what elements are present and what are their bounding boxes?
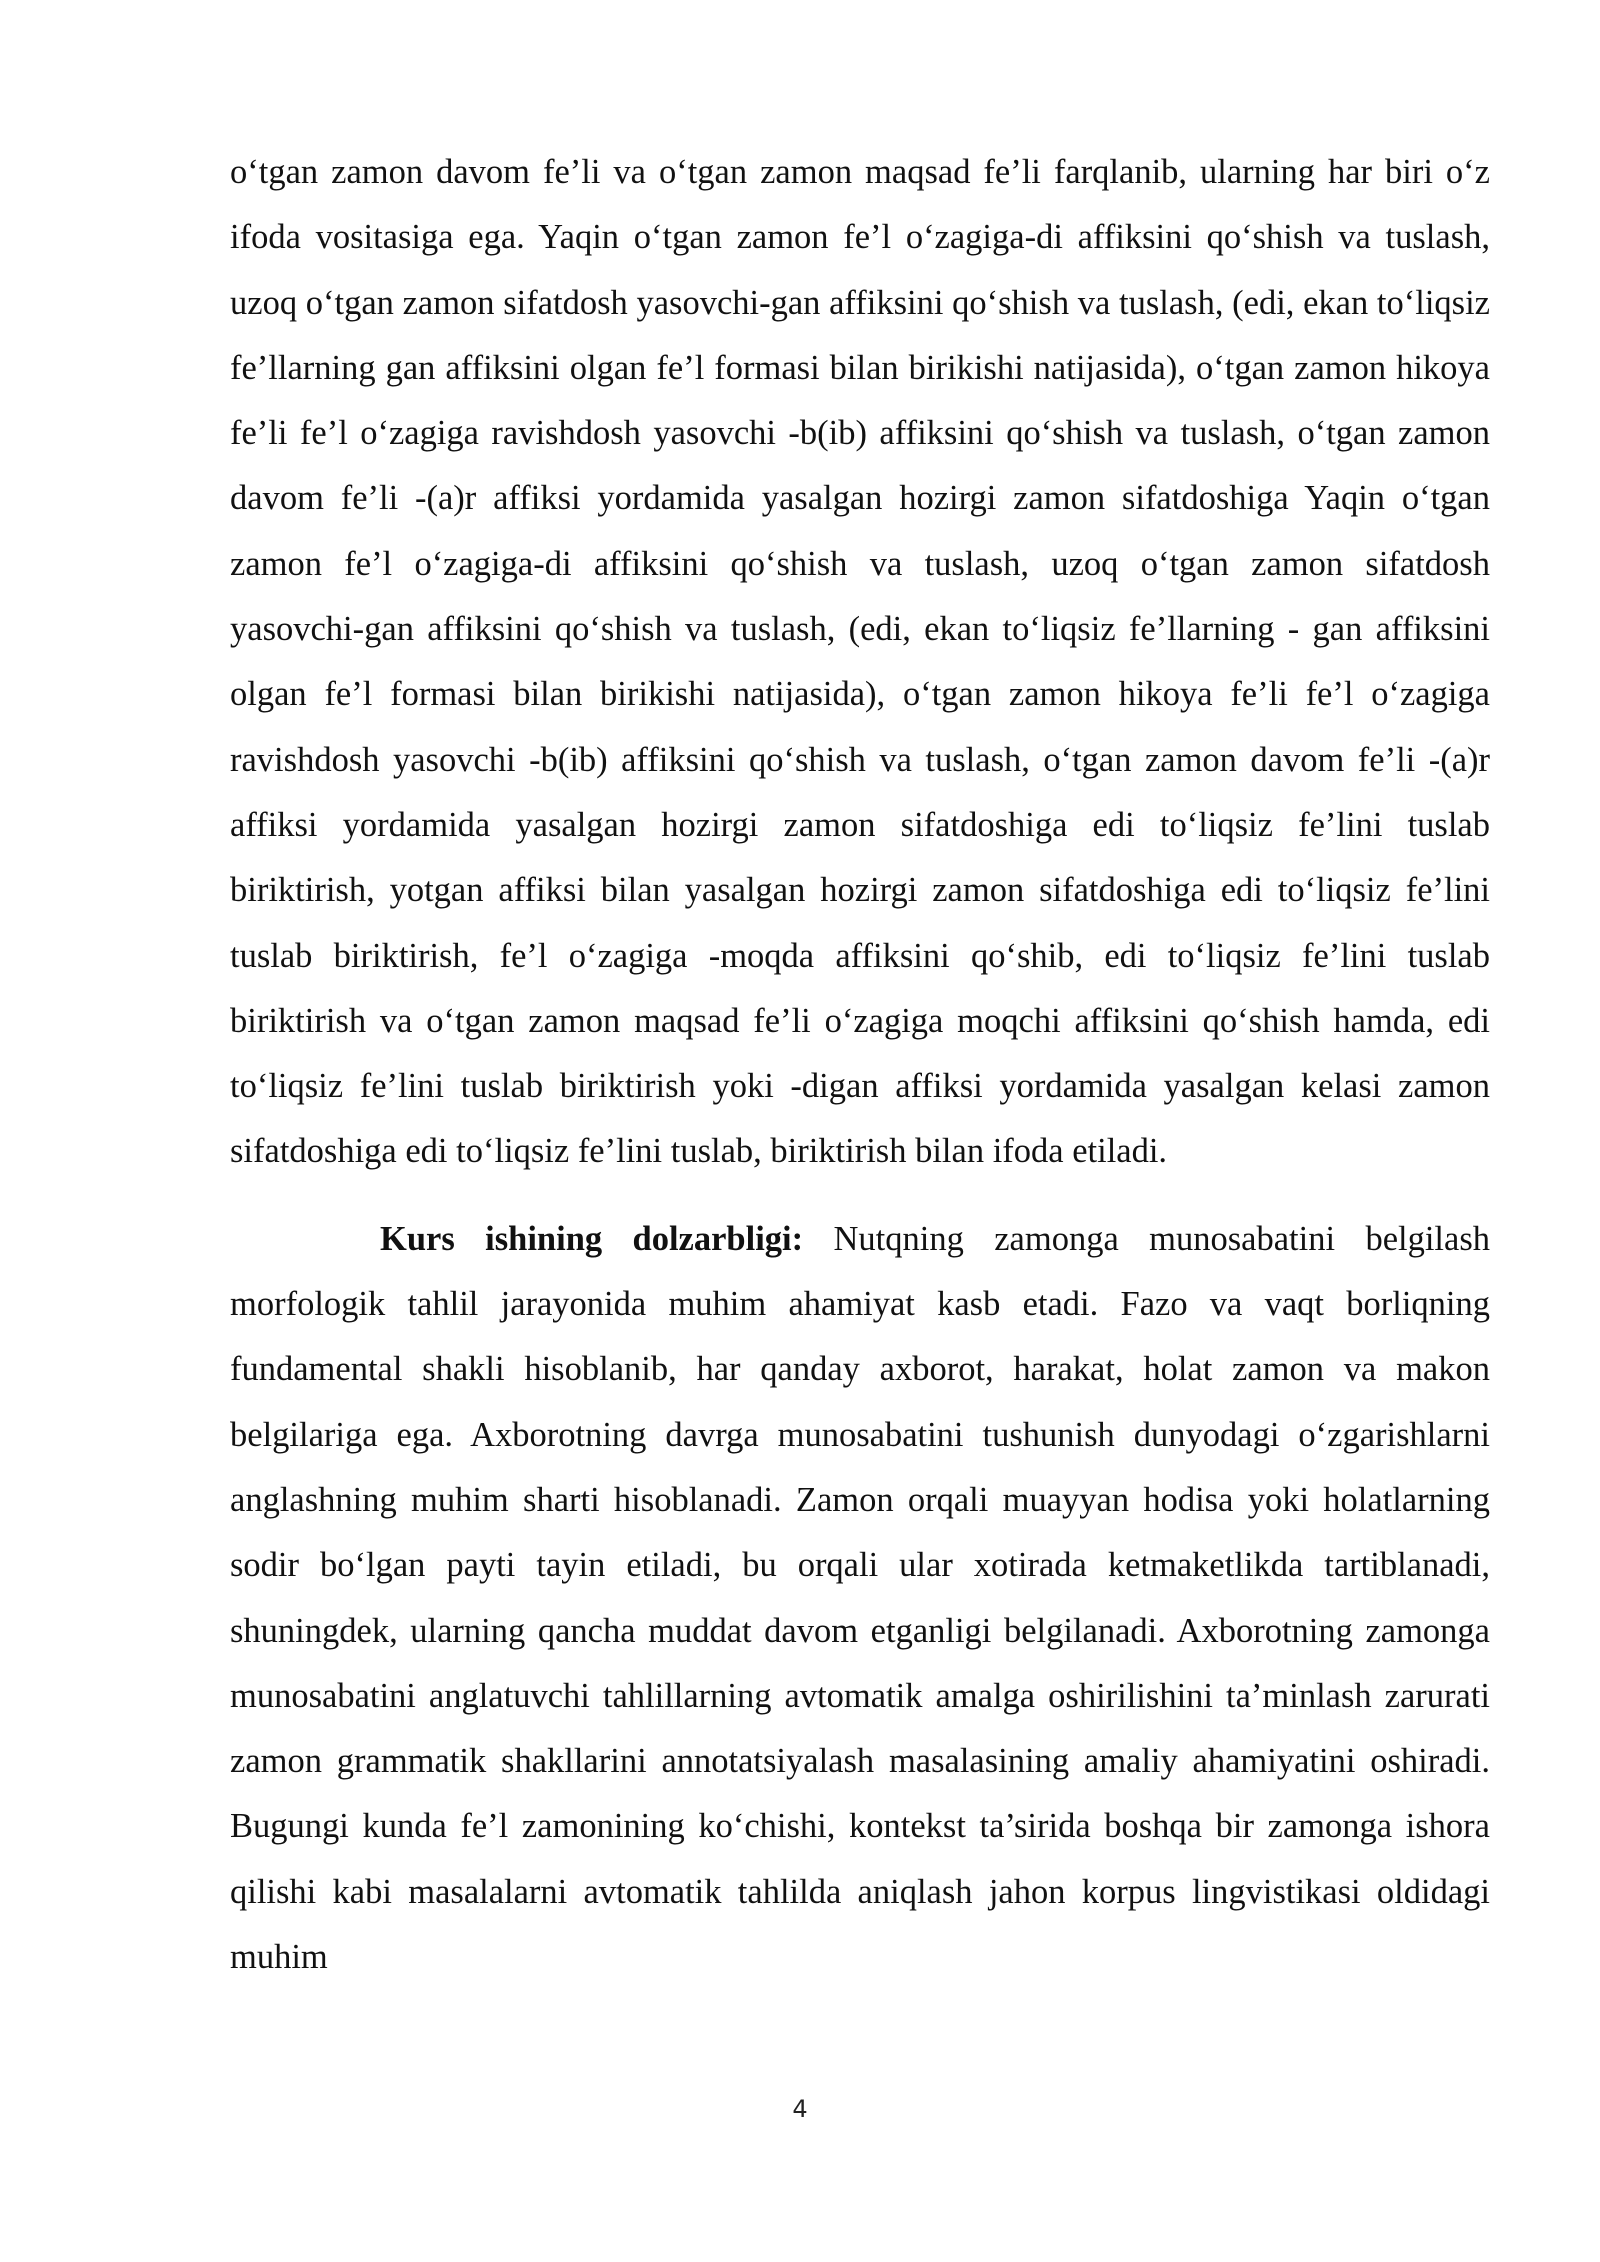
paragraph-1: o‘tgan zamon davom fe’li va o‘tgan zamon maqsad fe’li farqlanib, ularning har biri o‘z ifoda vositasiga ega. Yaqin o‘tgan zamon fe’l o‘zagiga-di affiksini qo‘shish va tuslash, uzoq o‘tgan zamon sifatdosh yasovchi-gan affiksini qo‘shish va tuslash, (edi, ekan to‘liqsiz fe’llarning gan affiksini olgan fe’l formasi bilan birikishi natijasida), o‘tgan zamon hikoya fe’li fe’l o‘zagiga ravishdosh yasovchi -b(ib) affiksini qo‘shish va tuslash, o‘tgan zamon davom fe’li -(a)r affiksi yordamida yasalgan hozirgi zamon sifatdoshiga Yaqin o‘tgan zamon fe’l o‘zagiga-di affiksini qo‘shish va tuslash, uzoq o‘tgan zamon sifatdosh yasovchi-gan affiksini qo‘shish va tuslash, (edi, ekan to‘liqsiz fe’llarning - gan affiksini olgan fe’l formasi bilan birikishi natijasida), o‘tgan zamon hikoya fe’li fe’l o‘zagiga ravishdosh yasovchi -b(ib) affiksini qo‘shish va tuslash, o‘tgan zamon davom fe’li -(a)r affiksi yordamida yasalgan hozirgi zamon sifatdoshiga edi to‘liqsiz fe’lini tuslab biriktirish, yotgan affiksi bilan yasalgan hozirgi zamon sifatdoshiga edi to‘liqsiz fe’lini tuslab biriktirish, fe’l o‘zagiga -moqda affiksini qo‘shib, edi to‘liqsiz fe’lini tuslab biriktirish va o‘tgan zamon maqsad fe’li o‘zagiga moqchi affiksini qo‘shish hamda, edi to‘liqsiz fe’lini tuslab biriktirish yoki -digan affiksi yordamida yasalgan kelasi zamon sifatdoshiga edi to‘liqsiz fe’lini tuslab, biriktirish bilan ifoda etiladi.: [230, 153, 1490, 1171]
paragraph-2-body: Nutqning zamonga munosabatini belgilash morfologik tahlil jarayonida muhim ahamiyat kasb etadi. Fazo va vaqt borliqning fundamental shakli hisoblanib, har qanday axborot, harakat, holat zamon va makon belgilariga ega. Axborotning davrga munosabatini tushunish dunyodagi o‘zgarishlarni anglashning muhim sharti hisoblanadi. Zamon orqali muayyan hodisa yoki holatlarning sodir bo‘lgan payti tayin etiladi, bu orqali ular xotirada ketmaketlikda tartiblanadi, shuningdek, ularning qancha muddat davom etganligi belgilanadi. Axborotning zamonga munosabatini anglatuvchi tahlillarning avtomatik amalga oshirilishini ta’minlash zarurati zamon grammatik shakllarini annotatsiyalash masalasining amaliy ahamiyatini oshiradi. Bugungi kunda fe’l zamonining ko‘chishi, kontekst ta’sirida boshqa bir zamonga ishora qilishi kabi masalalarni avtomatik tahlilda aniqlash jahon korpus lingvistikasi oldidagi muhim: [230, 1219, 1490, 1977]
page-number: 4: [792, 2095, 808, 2123]
section-heading: Kurs ishining dolzarbligi:: [380, 1219, 804, 1258]
body-text: [230, 140, 1490, 1990]
paragraph-2: [230, 1207, 1490, 1991]
